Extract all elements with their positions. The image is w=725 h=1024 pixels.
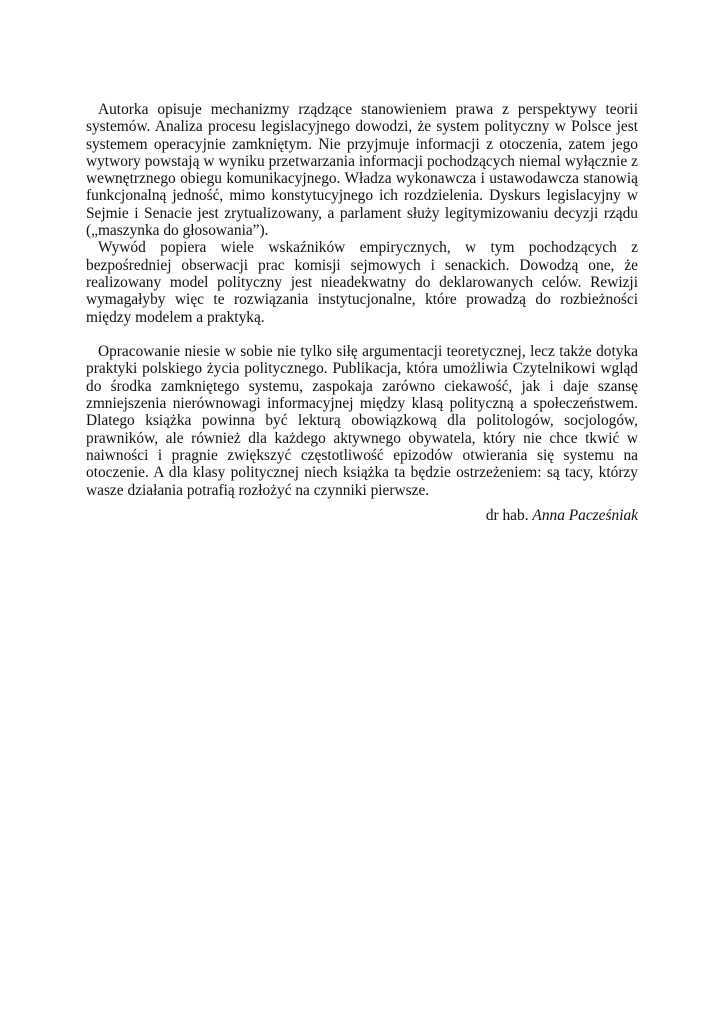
signature-title: dr hab. [485, 507, 529, 524]
paragraph-3: Opracowanie niesie w sobie nie tylko siłę argumentacji teoretycznej, lecz także dotyka praktyki polskiego życia politycznego. Publikacja, która umożliwia Czytelnikowi wgląd do środka zamkniętego systemu, zaspokaja zarówno ciekawość, jak i daje szansę zmniejszenia nierównowagi informacyjnej między klasą polityczną a społeczeństwem. Dlatego książka powinna być lekturą obowiązkową dla politologów, socjologów, prawników, ale również dla każdego aktywnego obywatela, który nie chce tkwić w naiwności i pragnie zwiększyć częstotliwość epizodów otwierania się systemu na otoczenie. A dla klasy politycznej niech książka ta będzie ostrzeżeniem: są tacy, którzy wasze działania potrafią rozłożyć na czynniki pierwsze. [86, 343, 638, 499]
review-text [86, 101, 638, 499]
signature [486, 507, 638, 524]
paragraph-1: Autorka opisuje mechanizmy rządzące stanowieniem prawa z perspektywy teorii systemów. Analiza procesu legislacyjnego dowodzi, że system polityczny w Polsce jest systemem operacyjnie zamkniętym. Nie przyjmuje informacji z otoczenia, zatem jego wytwory powstają w wyniku przetwarzania informacji pochodzących niemal wyłącznie z wewnętrznego obiegu komunikacyjnego. Władza wykonawcza i ustawodawcza stanowią funkcjonalną jedność, mimo konstytucyjnego ich rozdzielenia. Dyskurs legislacyjny w Sejmie i Senacie jest zrytualizowany, a parlament służy legitymizowaniu decyzji rządu („maszynka do głosowania”). [86, 101, 638, 240]
signature-name: Anna Pacześniak [532, 507, 638, 524]
paragraph-2: Wywód popiera wiele wskaźników empirycznych, w tym pochodzących z bezpośredniej obserwacji prac komisji sejmowych i senackich. Dowodzą one, że realizowany model polityczny jest nieadekwatny do deklarowanych celów. Rewizji wymagałyby więc te rozwiązania instytucjonalne, które prowadzą do rozbieżności między modelem a praktyką. [86, 239, 638, 326]
